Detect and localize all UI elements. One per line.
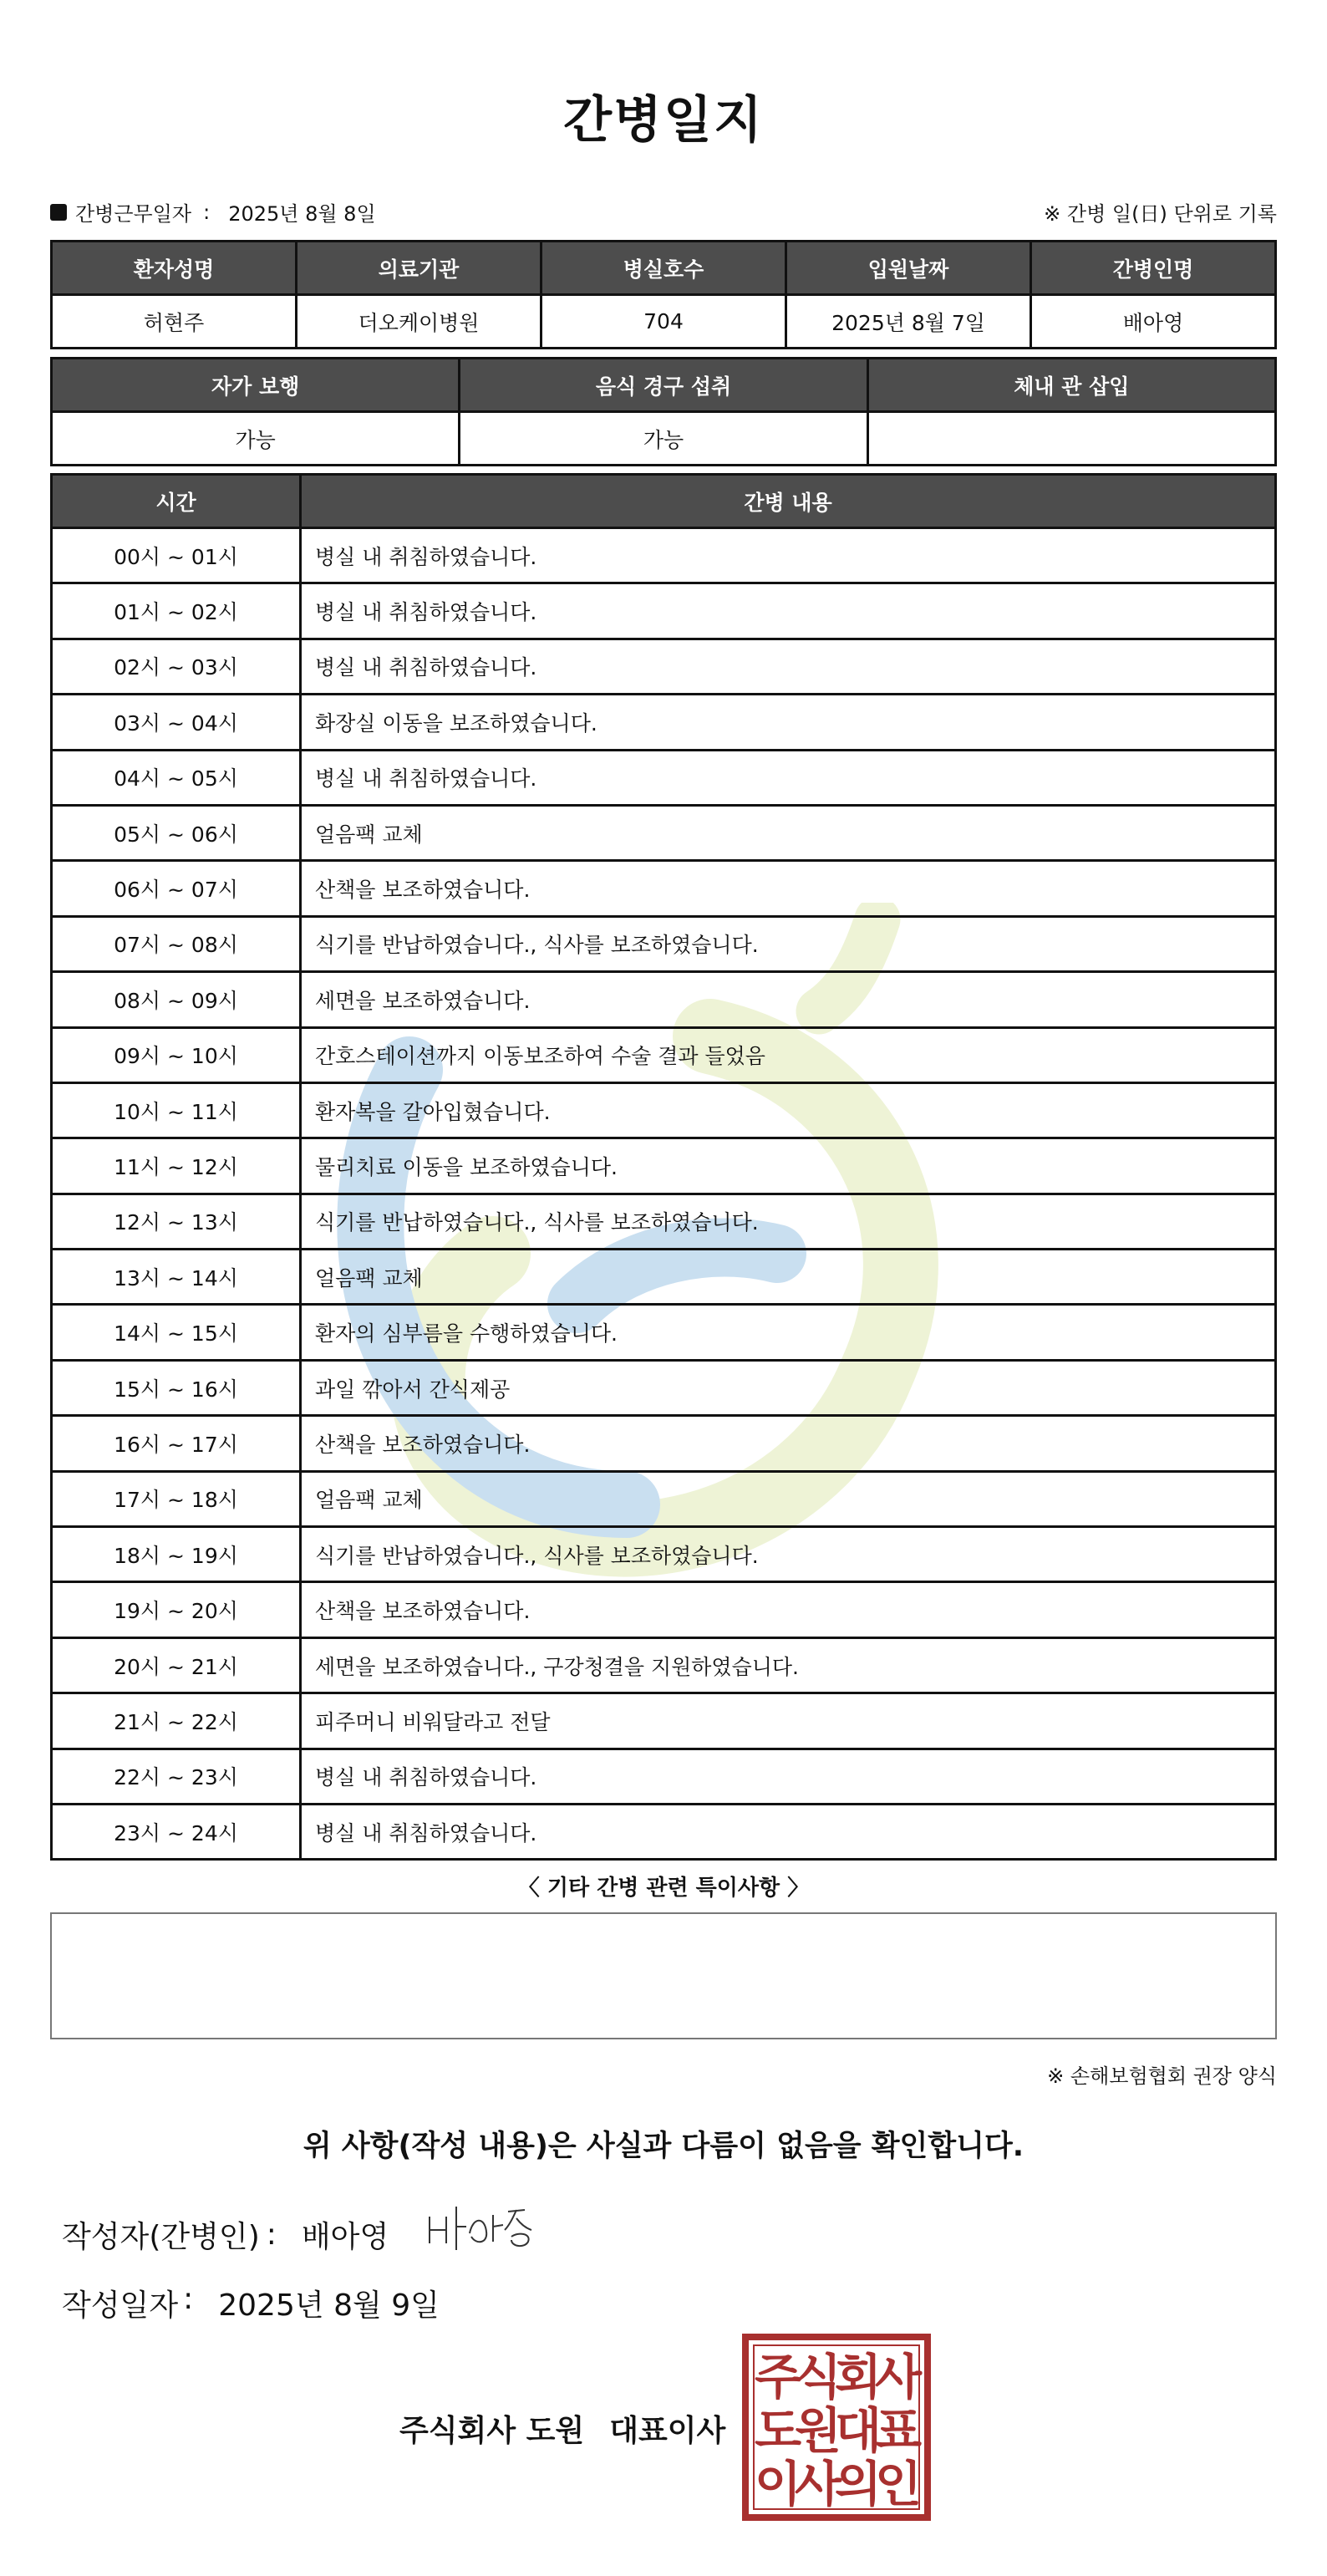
log-time: 09시 ~ 10시 (52, 1027, 301, 1082)
svg-text:원: 원 (794, 2402, 842, 2459)
log-time: 02시 ~ 03시 (52, 639, 301, 694)
header-care-content: 간병 내용 (301, 475, 1276, 528)
notes-content (52, 1914, 1275, 1937)
written-date-line (62, 2282, 440, 2324)
log-note: 얼음팩 교체 (301, 1471, 1276, 1526)
log-time: 13시 ~ 14시 (52, 1250, 301, 1305)
log-note: 세면을 보조하였습니다. (301, 972, 1276, 1027)
svg-text:인: 인 (874, 2456, 923, 2512)
care-log-table (50, 473, 1277, 1861)
log-row (52, 972, 1276, 1027)
notes-title: 〈 기타 간병 관련 특이사항 〉 (517, 1876, 810, 1901)
svg-text:사: 사 (874, 2349, 923, 2405)
header-self-walking: 자가 보행 (52, 359, 460, 412)
log-time: 20시 ~ 21시 (52, 1637, 301, 1693)
log-time: 10시 ~ 11시 (52, 1082, 301, 1138)
log-note: 병실 내 취침하였습니다. (301, 1749, 1276, 1804)
log-row (52, 861, 1276, 916)
writer-line (62, 2213, 389, 2256)
log-note: 환자의 심부름을 수행하였습니다. (301, 1305, 1276, 1360)
log-time: 18시 ~ 19시 (52, 1527, 301, 1582)
log-note: 산책을 보조하였습니다. (301, 861, 1276, 916)
header-tube-insertion: 체내 관 삽입 (867, 359, 1275, 412)
svg-text:대: 대 (834, 2402, 882, 2459)
log-time: 19시 ~ 20시 (52, 1582, 301, 1637)
log-time: 16시 ~ 17시 (52, 1416, 301, 1471)
log-time: 05시 ~ 06시 (52, 805, 301, 860)
log-note: 병실 내 취침하였습니다. (301, 750, 1276, 805)
log-time: 03시 ~ 04시 (52, 695, 301, 750)
log-note: 과일 깎아서 간식제공 (301, 1360, 1276, 1415)
patient-value-row (52, 295, 1276, 349)
bullet-square-icon (50, 204, 67, 221)
patient-header-row (52, 242, 1276, 295)
log-row (52, 805, 1276, 860)
log-row (52, 916, 1276, 971)
log-note: 병실 내 취침하였습니다. (301, 639, 1276, 694)
log-row (52, 1749, 1276, 1804)
log-row (52, 1138, 1276, 1194)
written-date-value: 2025년 8월 9일 (218, 2288, 440, 2323)
work-date-colon: : (203, 200, 211, 224)
header-caregiver-name: 간병인명 (1031, 242, 1276, 295)
log-row (52, 1360, 1276, 1415)
log-row (52, 528, 1276, 583)
log-header-row (52, 475, 1276, 528)
writer-colon: : (266, 2217, 277, 2252)
log-row (52, 750, 1276, 805)
log-note: 병실 내 취침하였습니다. (301, 528, 1276, 583)
log-row (52, 1527, 1276, 1582)
company-line (399, 2407, 725, 2450)
header-oral-intake: 음식 경구 섭취 (460, 359, 867, 412)
patient-status-table (50, 357, 1277, 466)
log-row (52, 1194, 1276, 1249)
log-note: 산책을 보조하였습니다. (301, 1416, 1276, 1471)
log-note: 식기를 반납하였습니다., 식사를 보조하였습니다. (301, 1194, 1276, 1249)
log-time: 07시 ~ 08시 (52, 916, 301, 971)
log-row (52, 1082, 1276, 1138)
log-time: 08시 ~ 09시 (52, 972, 301, 1027)
written-date-colon: : (183, 2282, 194, 2316)
written-date-label: 작성일자 (62, 2288, 179, 2323)
hospital-name: 더오케이병원 (297, 295, 541, 349)
log-row (52, 1471, 1276, 1526)
company-name: 주식회사 도원 (399, 2414, 585, 2448)
svg-text:사: 사 (794, 2456, 842, 2512)
notes-box (50, 1912, 1277, 2039)
self-walking-value: 가능 (52, 412, 460, 466)
svg-text:표: 표 (874, 2402, 923, 2459)
log-row (52, 1305, 1276, 1360)
log-row (52, 1582, 1276, 1637)
log-time: 00시 ~ 01시 (52, 528, 301, 583)
tube-insertion-value (867, 412, 1275, 466)
header-patient-name: 환자성명 (52, 242, 297, 295)
log-row (52, 1416, 1276, 1471)
log-note: 얼음팩 교체 (301, 1250, 1276, 1305)
log-row (52, 1804, 1276, 1859)
log-time: 11시 ~ 12시 (52, 1138, 301, 1194)
log-time: 04시 ~ 05시 (52, 750, 301, 805)
writer-name: 배아영 (301, 2220, 389, 2254)
caregiver-name: 배아영 (1031, 295, 1276, 349)
log-row (52, 583, 1276, 639)
log-row (52, 639, 1276, 694)
company-seal-stamp (742, 2334, 931, 2521)
admission-date: 2025년 8월 7일 (786, 295, 1031, 349)
log-note: 식기를 반납하였습니다., 식사를 보조하였습니다. (301, 1527, 1276, 1582)
log-time: 17시 ~ 18시 (52, 1471, 301, 1526)
log-note: 피주머니 비워달라고 전달 (301, 1693, 1276, 1749)
header-admission-date: 입원날짜 (786, 242, 1031, 295)
status-value-row (52, 412, 1276, 466)
log-note: 화장실 이동을 보조하였습니다. (301, 695, 1276, 750)
patient-name: 허현주 (52, 295, 297, 349)
work-date-line (50, 197, 376, 227)
log-note: 병실 내 취침하였습니다. (301, 1804, 1276, 1859)
log-note: 물리치료 이동을 보조하였습니다. (301, 1138, 1276, 1194)
handwritten-signature (418, 2192, 552, 2258)
log-note: 세면을 보조하였습니다., 구강청결을 지원하였습니다. (301, 1637, 1276, 1693)
svg-text:식: 식 (794, 2349, 842, 2405)
header-room-number: 병실호수 (541, 242, 786, 295)
svg-text:회: 회 (834, 2349, 882, 2405)
svg-text:의: 의 (834, 2456, 882, 2512)
log-row (52, 1027, 1276, 1082)
work-date-label: 간병근무일자 (75, 202, 192, 226)
log-time: 23시 ~ 24시 (52, 1804, 301, 1859)
log-time: 12시 ~ 13시 (52, 1194, 301, 1249)
room-number: 704 (541, 295, 786, 349)
log-time: 01시 ~ 02시 (52, 583, 301, 639)
confirmation-statement: 위 사항(작성 내용)은 사실과 다름이 없음을 확인합니다. (303, 2130, 1024, 2163)
company-ceo-title: 대표이사 (609, 2414, 726, 2448)
svg-text:주: 주 (754, 2349, 802, 2405)
record-unit-note: ※ 간병 일(日) 단위로 기록 (1044, 202, 1277, 226)
log-note: 병실 내 취침하였습니다. (301, 583, 1276, 639)
log-time: 15시 ~ 16시 (52, 1360, 301, 1415)
log-row (52, 695, 1276, 750)
log-time: 06시 ~ 07시 (52, 861, 301, 916)
log-row (52, 1637, 1276, 1693)
log-note: 간호스테이션까지 이동보조하여 수술 결과 들었음 (301, 1027, 1276, 1082)
log-body (52, 528, 1276, 1860)
log-time: 22시 ~ 23시 (52, 1749, 301, 1804)
form-note: ※ 손해보험협회 권장 양식 (1047, 2064, 1277, 2088)
status-header-row (52, 359, 1276, 412)
oral-intake-value: 가능 (460, 412, 867, 466)
log-note: 산책을 보조하였습니다. (301, 1582, 1276, 1637)
svg-text:이: 이 (754, 2456, 802, 2512)
log-time: 21시 ~ 22시 (52, 1693, 301, 1749)
log-note: 환자복을 갈아입혔습니다. (301, 1082, 1276, 1138)
log-row (52, 1250, 1276, 1305)
page-title: 간병일지 (563, 91, 764, 150)
header-hospital: 의료기관 (297, 242, 541, 295)
log-note: 식기를 반납하였습니다., 식사를 보조하였습니다. (301, 916, 1276, 971)
writer-label: 작성자(간병인) (62, 2220, 260, 2254)
patient-info-table (50, 240, 1277, 349)
log-time: 14시 ~ 15시 (52, 1305, 301, 1360)
log-row (52, 1693, 1276, 1749)
log-note: 얼음팩 교체 (301, 805, 1276, 860)
work-date-value: 2025년 8월 8일 (228, 202, 376, 226)
svg-text:도: 도 (754, 2402, 802, 2459)
header-time: 시간 (52, 475, 301, 528)
